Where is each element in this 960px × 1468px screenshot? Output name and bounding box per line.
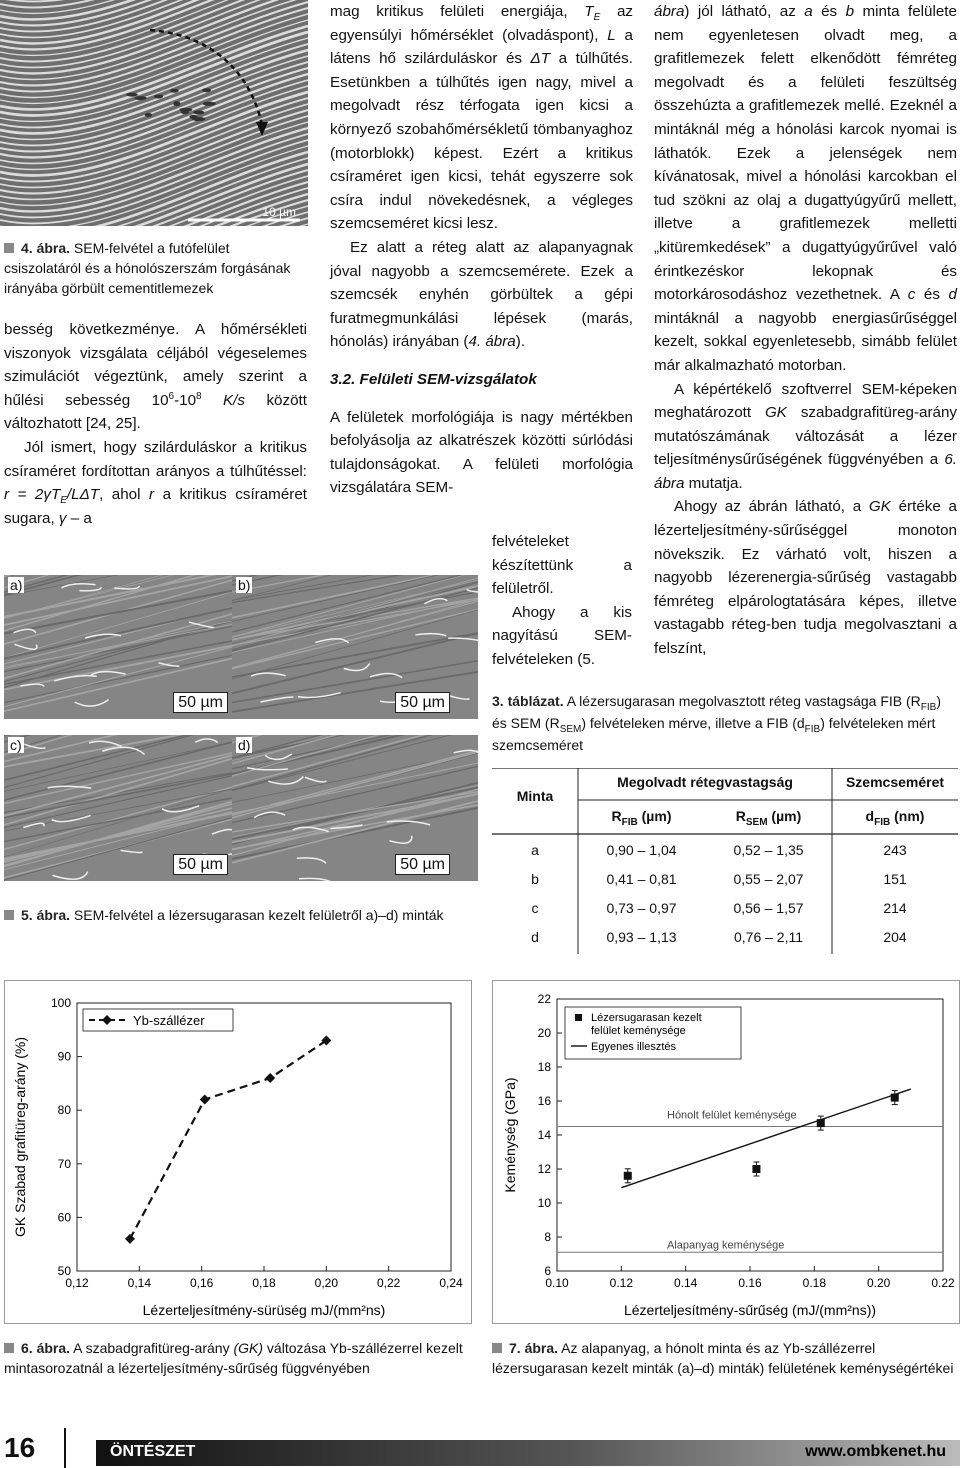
table-cell: 0,41 – 0,81 (606, 871, 677, 887)
x-tick-label: 0,22 (376, 1276, 401, 1290)
legend-label: Yb-szállézer (133, 1013, 205, 1028)
x-axis-label: Lézerteljesítmény-sűrűség (mJ/(mm²ns)) (623, 1302, 877, 1318)
fig5-panel-label: d) (238, 737, 251, 753)
y-axis-label: Keménység (GPa) (502, 1077, 518, 1193)
footer-bar (96, 1440, 960, 1466)
table-cell: c (531, 900, 539, 916)
y-tick-label: 90 (57, 1049, 71, 1064)
right-paragraph-3: Ahogy az ábrán látható, a GK értéke a lézerteljesítmény-sűrűséggel monoton növekszik. Ez várható volt, hiszen a nagyobb lézerenergia-sűrűség vastagabb fémréteg elpárologtatására képes, illetve vastagabb réteg-ben tudja megolvasztani a felszínt, (654, 498, 957, 658)
x-tick-label: 0,20 (314, 1276, 339, 1290)
reference-label: Alapanyag keménysége (667, 1239, 785, 1252)
left-paragraph-2: Jól ismert, hogy szilárduláskor a kritikus csíraméret fordítottan arányos a túlhűtéssel: $r = 2\gamma T_E$/LΔT, ahol r a kritikus csíraméret sugara, γ – a (4, 438, 307, 527)
y-tick-label: 10 (537, 1196, 551, 1210)
section-heading: 3.2. Felületi SEM-vizsgálatok (330, 370, 537, 388)
y-tick-label: 12 (537, 1162, 551, 1176)
table-cell: b (531, 871, 539, 887)
series-line (130, 1041, 326, 1239)
table-cell: d (531, 929, 539, 945)
x-tick-label: 0,12 (65, 1276, 89, 1290)
table-cell: a (531, 842, 539, 858)
y-tick-label: 60 (57, 1210, 71, 1225)
legend-label-line2: felület keménysége (591, 1025, 686, 1037)
page-number: 16 (4, 1432, 36, 1463)
y-axis-label: GK Szabad grafitüreg-arány (%) (12, 1037, 28, 1237)
table-header-minta: Minta (516, 788, 554, 804)
y-tick-label: 50 (57, 1264, 71, 1278)
graphite-spot (134, 96, 146, 100)
y-tick-label: 70 (57, 1156, 71, 1171)
caption-square-icon (4, 243, 14, 253)
plot-frame (77, 1003, 451, 1271)
y-tick-label: 100 (50, 996, 71, 1010)
fig5-scale-bar: 50 µm (395, 692, 450, 713)
x-tick-label: 0,18 (252, 1276, 276, 1290)
x-tick-label: 0.18 (802, 1276, 827, 1290)
table-cell: 0,52 – 1,35 (733, 842, 804, 858)
mid-paragraph-1: mag kritikus felületi energiája, $T_E$ az egyensúlyi hőmérséklet (olvadáspont), L a látens hő szilárduláskor és ΔT a túlhűtés. Esetünkben a túlhűtés igen nagy, mivel a megolvadt rész térfogata igen kicsi a környező szobahőmérsékletű tömbanyaghoz (motorblokk) képest. Ezért a kritikus csíraméret igen kicsi, tehát egyszerre sok csíra indul növekedésnek, a végleges szemcseméret kicsi lesz. (330, 3, 633, 233)
table-cell: 0,73 – 0,97 (606, 900, 677, 916)
fig7-chart-svg (493, 981, 959, 1323)
lamella-line (0, 0, 308, 2)
right-paragraph-1: ábra) jól látható, az a és b minta felülete nem egyenletesen olvadt meg, a grafitlemezek felett elkenődött fémréteg megolvadt és a felületi feszültség összehúzta a grafitlemezek mellé. Ezeknél a mintáknál még a hónolási karcok nyomai is láthatók. Ezek a jelenségek nem kívánatosak, mivel a hónolási karcokban el tud szökni az olaj a dugattyúgyűrű mellett, illetve a grafitlemezek melletti „kitüremkedések” a dugattyúgyűrűvel való érintkezéskor lekopnak és motorkárosodáshoz vezethetnek. A c és d mintáknál a nagyobb energiasűrűséggel kezelt, sokkal egyenletesebb, simább felület már alkalmazható motorban. (654, 3, 957, 374)
table-row (492, 838, 958, 867)
data-point (125, 1234, 135, 1244)
x-tick-label: 0.10 (545, 1276, 569, 1290)
journal-name: ÖNTÉSZET (110, 1443, 196, 1460)
table3-title: 3. táblázat. A lézersugarasan megolvasztott réteg vastagsága FIB $(R_{FIB})$ és SEM $(R_{SEM})$ felvételeken mérve, illetve a FIB $(d_{FIB})$ felvételeken mért szemcseméret (492, 693, 942, 753)
table-cell: 0,56 – 1,57 (733, 900, 804, 916)
graphite-spot (202, 88, 211, 92)
caption-square-icon (492, 1343, 502, 1353)
x-axis-label: Lézerteljesítmény-sürüség mJ/(mm²ns) (142, 1302, 386, 1318)
fig7-caption: 7. ábra. Az alapanyag, a hónolt minta és az Yb-szállézerrel lézersugarasan kezelt minták (a)–d) minták) felületének keménységértékei (492, 1340, 954, 1376)
fig5-panel-label: a) (10, 577, 23, 593)
y-tick-label: 16 (537, 1094, 551, 1108)
graphite-spot (170, 89, 179, 93)
right-column-text (654, 0, 957, 661)
fig5-panel-grid (4, 575, 478, 881)
fig5-scale-bar: 50 µm (395, 854, 450, 875)
middle-column-text (330, 0, 633, 500)
data-point (200, 1094, 210, 1104)
table-header-melt: Megolvadt rétegvastagság (617, 774, 793, 790)
mid-paragraph-3-continued: felvételeket készítettünk a felületről. (492, 533, 632, 598)
table-cell: 214 (883, 900, 907, 916)
x-tick-label: 0.20 (866, 1276, 891, 1290)
mid-paragraph-4: Ahogy a kis nagyítású SEM-felvételeken (5. (492, 603, 632, 668)
data-point (752, 1165, 760, 1173)
graphite-spot (189, 115, 197, 119)
table-row (492, 925, 958, 954)
x-tick-label: 0.12 (609, 1276, 634, 1290)
graphite-spot (173, 102, 180, 106)
fig5-panel-a (4, 575, 234, 719)
graphite-spot (154, 94, 163, 98)
y-tick-label: 8 (544, 1230, 551, 1244)
fig6-chart (4, 980, 472, 1324)
table-cell: 0,93 – 1,13 (606, 929, 677, 945)
middle-column-narrow-text (492, 530, 632, 672)
graphite-spot (126, 93, 138, 97)
fig5-panel-label: c) (10, 737, 22, 753)
caption-square-icon (4, 1343, 14, 1353)
x-tick-label: 0,14 (127, 1276, 152, 1290)
table-cell: 0,55 – 2,07 (733, 871, 804, 887)
right-paragraph-2: A képértékelő szoftverrel SEM-képeken meghatározott GK szabadgrafitüreg-arány mutatószámának változását a lézer teljesítménysűrűségének függvényében a 6. ábra mutatja. (654, 380, 958, 492)
table-header-dfib: $d_{FIB}$ (nm) (865, 808, 925, 828)
fig5-panel-d (232, 735, 478, 881)
fit-line (621, 1089, 911, 1188)
fig5-scale-bar: 50 µm (173, 854, 228, 875)
legend-label: Lézersugarasan kezelt (591, 1012, 702, 1024)
graphite-spot (145, 113, 152, 117)
y-tick-label: 22 (537, 992, 551, 1006)
caption-square-icon (4, 910, 14, 920)
y-tick-label: 6 (544, 1264, 551, 1278)
fig7-chart (492, 980, 960, 1324)
legend-marker (575, 1014, 582, 1021)
table-cell: 151 (883, 871, 907, 887)
footer-divider (64, 1428, 66, 1468)
graphite-spot (193, 110, 204, 114)
legend-label: Egyenes illesztés (591, 1041, 676, 1053)
x-tick-label: 0.22 (931, 1276, 955, 1290)
fig6-chart-svg (5, 981, 471, 1323)
fig4-caption: 4. ábra. SEM-felvétel a futófelület csiszolatáról és a hónolószerszám forgásának irányába görbült cementitlemezek (4, 240, 291, 296)
table-cell: 204 (883, 929, 907, 945)
x-tick-label: 0,24 (439, 1276, 463, 1290)
fig6-caption: 6. ábra. A szabadgrafitüreg-arány (GK) változása Yb-szállézerrel kezelt mintasorozatnál a lézerteljesítmény-sűrűség függvényében (4, 1340, 463, 1376)
footer-url[interactable]: www.ombkenet.hu (805, 1443, 946, 1460)
data-point (624, 1172, 632, 1180)
graphite-spot (203, 102, 216, 106)
y-tick-label: 80 (57, 1103, 71, 1118)
reference-label: Hónolt felület keménysége (667, 1109, 797, 1122)
data-point (817, 1119, 825, 1127)
fig4-scale-bar: 10 µm (262, 205, 296, 219)
fig4-sem-image (0, 0, 308, 226)
mid-paragraph-2: Ez alatt a réteg alatt az alapanyagnak jóval nagyobb a szemcsemérete. Ezek a szemcsék enyhén görbültek a gépi furatmegmunkálási lépések (marás, hónolás) irányában (4. ábra). (330, 238, 633, 351)
fig5-scale-bar: 50 µm (173, 692, 228, 713)
x-tick-label: 0.16 (738, 1276, 762, 1290)
fig5-caption: 5. ábra. SEM-felvétel a lézersugarasan kezelt felületről a)–d) minták (4, 905, 484, 925)
data-point (891, 1094, 899, 1102)
left-paragraph-1: besség következménye. A hőmérsékleti viszonyok vizsgálata céljából végeselemes szimulációt végeztünk, amely szerint a hűlési sebesség $10^6-10^8$ K/s között változhatott [24, 25]. (4, 321, 307, 433)
y-tick-label: 14 (537, 1128, 551, 1142)
table-cell: 0,90 – 1,04 (606, 842, 677, 858)
fig5-panel-label: b) (238, 577, 251, 593)
y-tick-label: 20 (537, 1026, 551, 1040)
data-point (265, 1073, 275, 1083)
graphite-spot (179, 108, 192, 112)
x-tick-label: 0,16 (189, 1276, 214, 1290)
table-cell: 243 (883, 842, 907, 858)
table-header-grain: Szemcseméret (845, 774, 945, 790)
table-header-rfib: $R_{FIB}$ (µm) (611, 808, 672, 828)
x-tick-label: 0.14 (673, 1276, 698, 1290)
left-column-text (4, 318, 307, 530)
table-cell: 0,76 – 2,11 (733, 929, 804, 945)
table-row (492, 896, 958, 925)
table-header-rsem: $R_{SEM}$ (µm) (735, 808, 802, 828)
table-row (492, 867, 958, 896)
fig5-panel-c (4, 735, 234, 881)
mid-paragraph-3: A felületek morfológiája is nagy mértékben befolyásolja az alkatrészek közötti súrlódási tulajdonságokat. A felületi morfológia vizsgálatára SEM- (330, 408, 633, 497)
y-tick-label: 18 (537, 1060, 551, 1074)
fig5-panel-b (232, 575, 478, 719)
